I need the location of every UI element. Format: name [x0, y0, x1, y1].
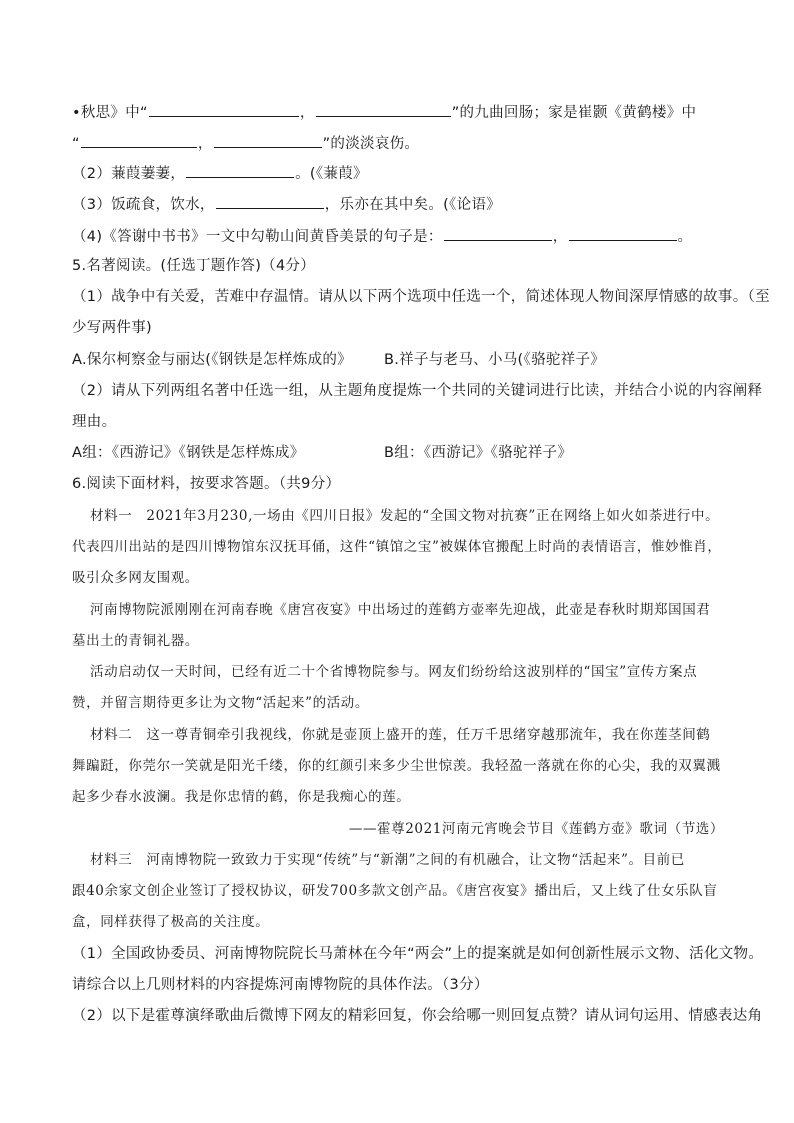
q5-title: 5.名著阅读。(任选丁题作答)（4分） — [72, 258, 316, 274]
poem-q2 — [72, 162, 732, 184]
text: ”的九曲回肠；家是崔颢《黄鹤楼》中 — [451, 105, 697, 121]
text: 。(《蒹葭》 — [295, 166, 368, 182]
material-1-line2: 代表四川出站的是四川博物馆东汉抚耳俑，这件“镇馆之宝”被媒体官搬配上时尚的表情语言，惟妙惟肖， — [72, 539, 722, 555]
q5-groups — [72, 443, 732, 463]
poem-line-1 — [72, 101, 732, 123]
poem-q4 — [72, 225, 732, 247]
text: （2）蒹葭萋萋， — [72, 166, 186, 182]
text: （4)《答谢中书书》一文中勾勒山间黄昏美景的句子是： — [72, 229, 443, 245]
text: ， — [197, 136, 213, 152]
material-1-line1: 材料一 2021年3月230,一场由《四川日报》发起的“全国文物对抗赛”正在网络上如火如荼进行中。 — [90, 508, 720, 524]
answer-blank[interactable] — [444, 225, 552, 241]
material-1b-line2: 墓出土的青铜礼器。 — [72, 633, 199, 649]
answer-blank[interactable] — [214, 132, 322, 148]
material-1c-line2: 赞，并留言期待更多让为文物“活起来”的活动。 — [72, 695, 370, 711]
answer-blank[interactable] — [316, 101, 451, 117]
poem-line-2 — [72, 132, 732, 154]
material-2-line1: 材料二 这一尊青铜牵引我视线，你就是壶顶上盛开的莲，任万千思绪穿越那流年，我在你莲茎间鹤 — [90, 727, 711, 743]
q6-sub1-line1: （1）全国政协委员、河南博物院院长马萧林在今年“两会”上的提案就是如何创新性展示文物、活化文物。 — [72, 946, 764, 962]
answer-blank[interactable] — [81, 132, 197, 148]
answer-blank[interactable] — [186, 162, 294, 178]
q5-options — [72, 350, 732, 370]
answer-blank[interactable] — [149, 101, 299, 117]
material-3-line1: 材料三 河南博物院一致致力于实现“传统”与“新潮”之间的有机融合，让文物“活起来”。目前已 — [90, 852, 685, 868]
q5-part1-line1: （1）战争中有关爱，苦难中存温情。请从以下两个选项中任选一个，简述体现人物间深厚情感的故事。（至 — [72, 289, 770, 305]
text: 。 — [677, 229, 693, 245]
material-3-line2: 跟40余家文创企业签订了授权协议，研发700多款文创产品。《唐宫夜宴》播出后，又上线了仕女乐队盲 — [72, 883, 718, 899]
text: （3）饭疏食，饮水， — [72, 197, 215, 213]
material-2-source: ——霍尊2021河南元宵晚会节目《莲鹤方壶》歌词（节选） — [348, 821, 724, 837]
material-1c-line1: 活动启动仅一天时间，已经有近二十个省博物院参与。网友们纷纷给这波别样的“国宝”宣传方案点 — [90, 664, 698, 680]
text: ，乐亦在其中矣。(《论语》 — [324, 197, 502, 213]
text: “ — [72, 136, 80, 152]
text: ”的淡淡哀伤。 — [322, 136, 420, 152]
option-b: B.祥子与老马、小马(《骆驼祥子》 — [384, 352, 606, 368]
material-1b-line1: 河南博物院派刚刚在河南春晚《唐宫夜宴》中出场过的莲鹤方壶率先迎战，此壶是春秋时期郑国国君 — [90, 602, 711, 618]
q6-sub2-line1: （2）以下是霍尊演绎歌曲后微博下网友的精彩回复，你会给哪一则回复点赞？请从词句运用、情感表达角 — [72, 1008, 763, 1024]
q5-part2-line1: （2）请从下列两组名著中任选一组，从主题角度提炼一个共同的关键词进行比读，并结合小说的内容阐释 — [72, 383, 763, 399]
text: ， — [299, 105, 315, 121]
material-2-line2: 舞蹁跹，你莞尔一笑就是阳光千缕，你的红颜引来多少尘世惊羡。我轻盈一落就在你的心尖，我的双翼溅 — [72, 758, 721, 774]
answer-blank[interactable] — [216, 193, 324, 209]
q6-sub1-line2: 请综合以上几则材料的内容提炼河南博物院的具体作法。（3分） — [72, 977, 489, 993]
q5-part1-line2: 少写两件事) — [72, 320, 152, 336]
text: •秋思》中“ — [72, 105, 148, 121]
poem-q3 — [72, 193, 732, 215]
q6-title: 6.阅读下面材料，按要求答题。（共9分） — [72, 476, 341, 492]
option-a: A.保尔柯察金与丽达(《钢铁是怎样炼成的》 — [72, 352, 352, 368]
material-2-line3: 起多少春水波澜。我是你忠情的鹤，你是我痴心的莲。 — [72, 789, 411, 805]
material-3-line3: 盒，同样获得了极高的关注度。 — [72, 914, 270, 930]
group-a: A组：《西游记》《钢铁是怎样炼成》 — [72, 445, 305, 461]
q5-part2-line2: 理由。 — [72, 414, 117, 430]
text: ， — [552, 229, 568, 245]
material-1-line3: 吸引众多网友围观。 — [72, 570, 199, 586]
answer-blank[interactable] — [569, 225, 677, 241]
group-b: B组：《西游记》《骆驼祥子》 — [384, 445, 573, 461]
